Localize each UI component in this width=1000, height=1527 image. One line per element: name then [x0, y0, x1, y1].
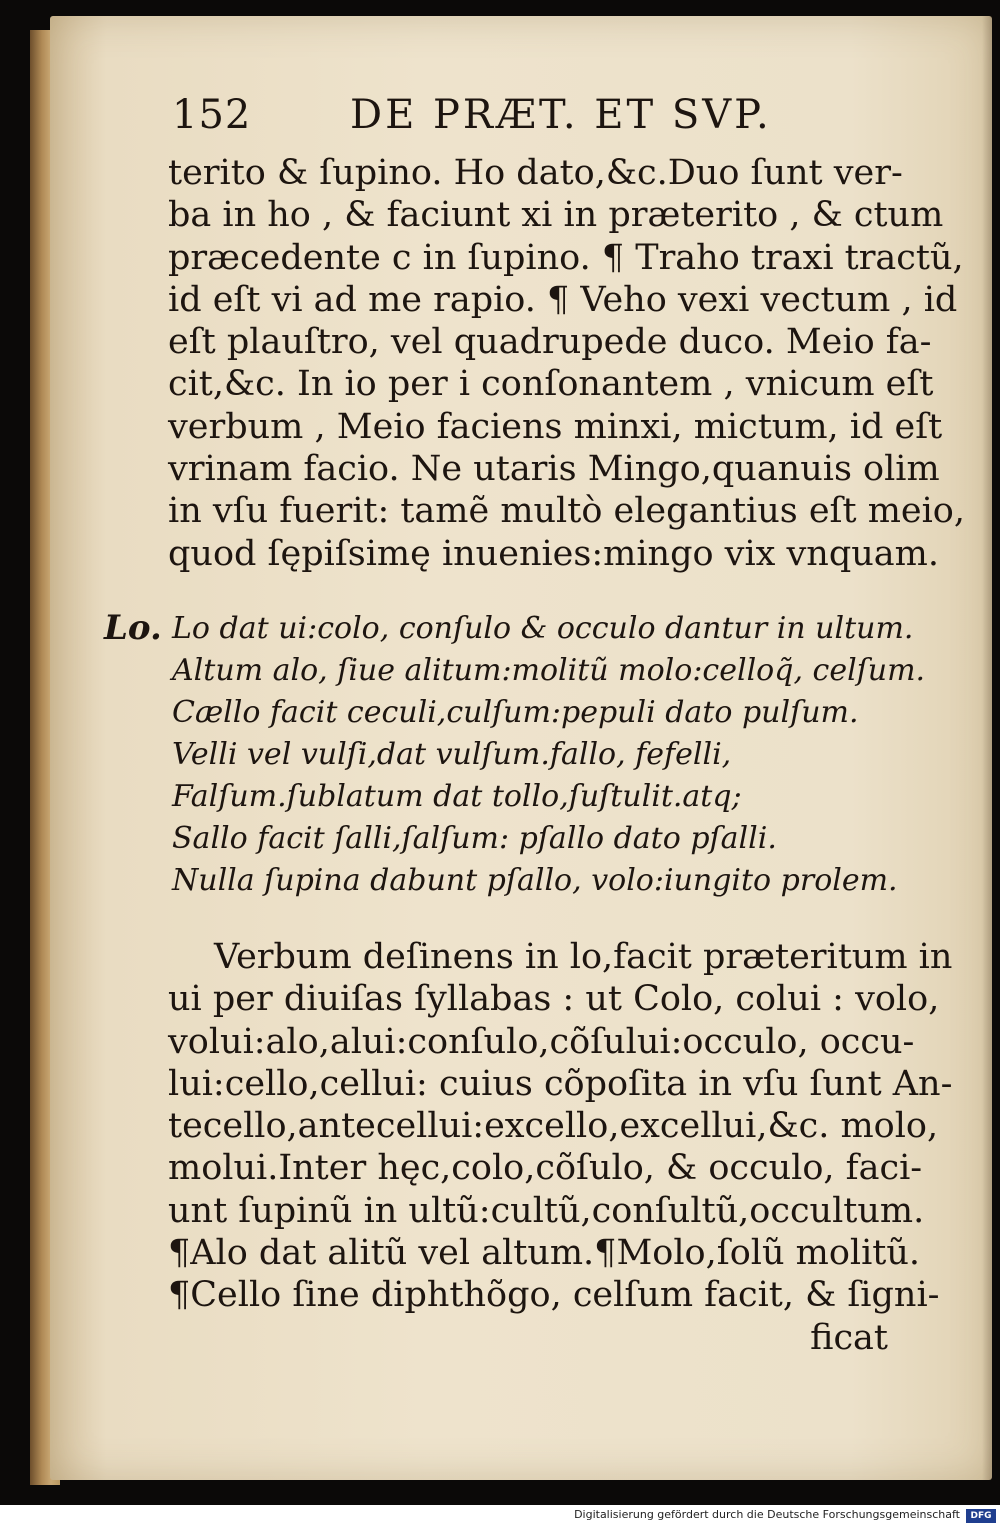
- text-line: tecello,antecellui:excello,excellui,&c. molo,: [168, 1106, 939, 1147]
- text-line: in vſu fuerit: tamẽ multò elegantius eſt meio,: [168, 491, 965, 532]
- text-line: præcedente c in ſupino. ¶ Traho traxi tractũ,: [168, 237, 964, 278]
- footer-credit: Digitalisierung gefördert durch die Deutsche Forschungsgemeinschaft: [574, 1508, 960, 1521]
- verse-line: Falſum.ſublatum dat tollo,ſuſtulit.atq;: [172, 779, 742, 814]
- verse-line: Altum alo, ſiue alitum:molitũ molo:celloq̃, celſum.: [172, 653, 926, 688]
- text-line: ba in ho , & faciunt xi in præterito , & ctum: [168, 195, 944, 236]
- footer-bar: [0, 1505, 1000, 1527]
- verse-line: Lo dat ui:colo, conſulo & occulo dantur in ultum.: [172, 611, 914, 646]
- verse-line: Nulla ſupina dabunt pſallo, volo:iungito prolem.: [172, 863, 898, 898]
- text-line: ficat: [810, 1317, 888, 1358]
- verse-line: Cællo facit ceculi,culſum:pepuli dato pulſum.: [172, 695, 859, 730]
- text-line: vrinam facio. Ne utaris Mingo,quanuis olim: [168, 449, 940, 490]
- text-line: id eſt vi ad me rapio. ¶ Veho vexi vectum , id: [168, 279, 958, 320]
- text-line: quod ſępiſsimę inuenies:mingo vix vnquam.: [168, 533, 939, 574]
- page-header: [172, 92, 930, 140]
- page-edge-shadow: [982, 16, 992, 1480]
- verse-block: [172, 608, 926, 902]
- text-line: ui per diuiſas ſyllabas : ut Colo, colui : volo,: [168, 979, 940, 1020]
- text-line: unt ſupinũ in ultũ:cultũ,conſultũ,occultum.: [168, 1190, 925, 1231]
- page-number: 152: [172, 92, 252, 138]
- text-line: molui.Inter hęc,colo,cõſulo, & occulo, faci-: [168, 1148, 923, 1189]
- text-line: lui:cello,cellui: cuius cõpoſita in vſu ſunt An-: [168, 1063, 953, 1104]
- text-line: volui:alo,alui:conſulo,cõſului:occulo, occu-: [168, 1021, 915, 1062]
- marginal-note: Lo.: [104, 608, 162, 648]
- text-line: verbum , Meio faciens minxi, mictum, id eſt: [168, 406, 943, 447]
- verse-line: Sallo facit ſalli,ſalſum: pſallo dato pſalli.: [172, 821, 777, 856]
- text-line: ¶Cello ſine diphthõgo, celſum facit, & ſigni-: [168, 1275, 940, 1316]
- paragraph-1: [168, 152, 965, 575]
- dfg-logo-icon: DFG: [966, 1509, 996, 1523]
- text-line: terito & ſupino. Ho dato,&c.Duo ſunt ver-: [168, 153, 903, 193]
- verse-line: Velli vel vulſi,dat vulſum.fallo, fefelli,: [172, 737, 732, 772]
- paragraph-2: [168, 936, 953, 1359]
- text-line: cit,&c. In io per i conſonantem , vnicum eſt: [168, 364, 934, 405]
- text-line: ¶Alo dat alitũ vel altum.¶Molo,ſolũ molitũ.: [168, 1233, 921, 1274]
- text-line: Verbum deſinens in lo,facit præteritum in: [214, 937, 953, 977]
- text-line: eſt plauſtro, vel quadrupede duco. Meio fa-: [168, 322, 932, 363]
- running-head: DE PRÆT. ET SVP.: [350, 92, 772, 138]
